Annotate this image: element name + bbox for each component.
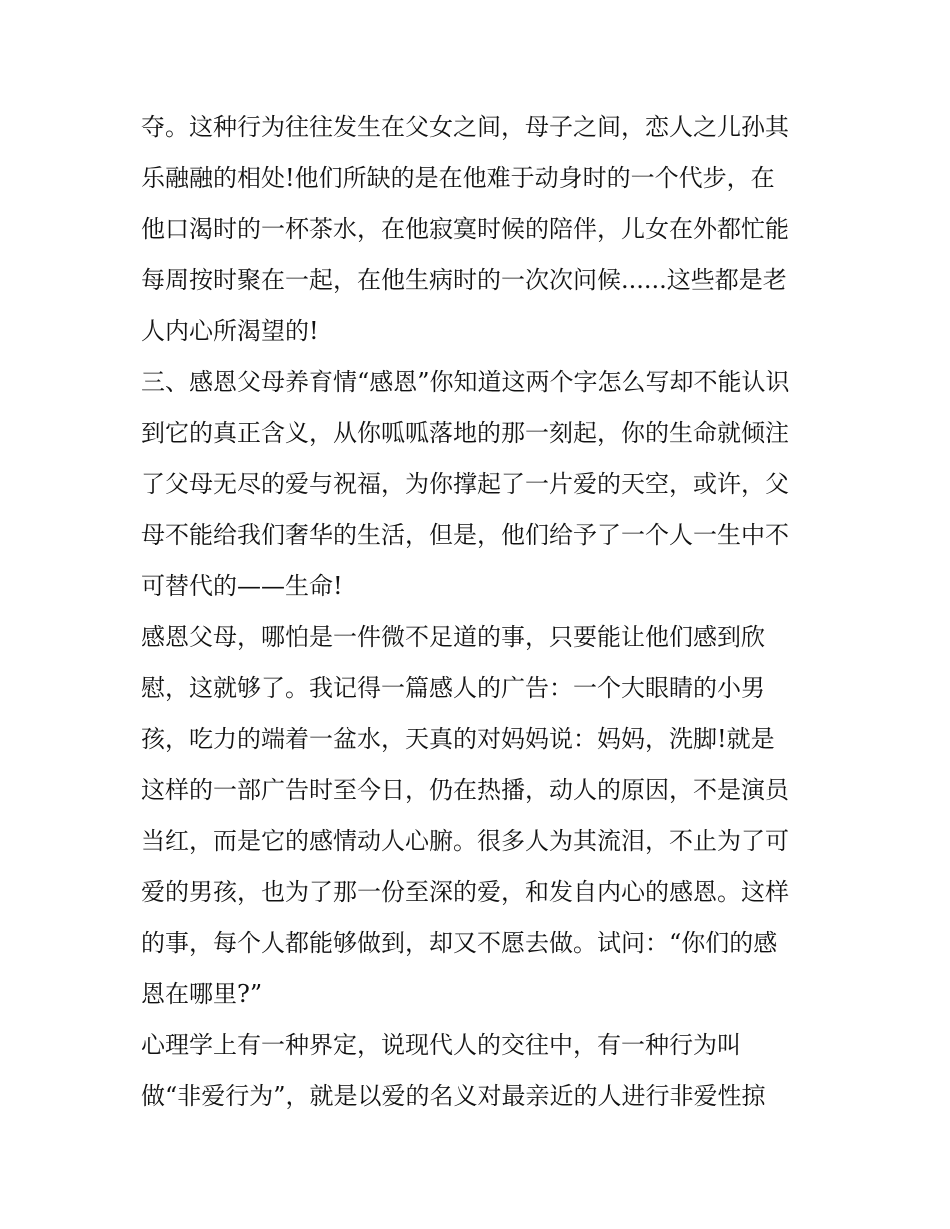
text-line: 夺。这种行为往往发生在父女之间，母子之间，恋人之儿孙其	[141, 113, 789, 141]
text-line: 每周按时聚在一起，在他生病时的一次次问候......这些都是老	[141, 266, 787, 294]
text-line: 人内心所渴望的!	[141, 317, 319, 345]
text-line: 恩在哪里?”	[141, 980, 263, 1008]
text-line: 可替代的——生命!	[141, 572, 343, 600]
text-line: 感恩父母，哪怕是一件微不足道的事，只要能让他们感到欣	[141, 623, 765, 651]
text-line: 慰，这就够了。我记得一篇感人的广告：一个大眼睛的小男	[141, 674, 765, 702]
text-line: 做“非爱行为”，就是以爱的名义对最亲近的人进行非爱性掠	[141, 1082, 766, 1110]
text-line: 三、感恩父母养育情“感恩”你知道这两个字怎么写却不能认识	[141, 368, 790, 396]
text-line: 了父母无尽的爱与祝福，为你撑起了一片爱的天空，或许，父	[141, 470, 789, 498]
text-line: 母不能给我们奢华的生活，但是，他们给予了一个人一生中不	[141, 521, 789, 549]
text-line: 乐融融的相处!他们所缺的是在他难于动身时的一个代步，在	[141, 164, 775, 192]
text-line: 这样的一部广告时至今日，仍在热播，动人的原因，不是演员	[141, 776, 789, 804]
text-line: 当红，而是它的感情动人心腑。很多人为其流泪，不止为了可	[141, 827, 789, 855]
text-line: 到它的真正含义，从你呱呱落地的那一刻起，你的生命就倾注	[141, 419, 789, 447]
text-line: 孩，吃力的端着一盆水，天真的对妈妈说：妈妈，洗脚!就是	[141, 725, 775, 753]
text-line: 爱的男孩，也为了那一份至深的爱，和发自内心的感恩。这样	[141, 878, 789, 906]
text-line: 心理学上有一种界定，说现代人的交往中，有一种行为叫	[141, 1031, 741, 1059]
text-line: 的事，每个人都能够做到，却又不愿去做。试问：“你们的感	[141, 929, 778, 957]
text-line: 他口渴时的一杯茶水，在他寂寞时候的陪伴，儿女在外都忙能	[141, 215, 789, 243]
